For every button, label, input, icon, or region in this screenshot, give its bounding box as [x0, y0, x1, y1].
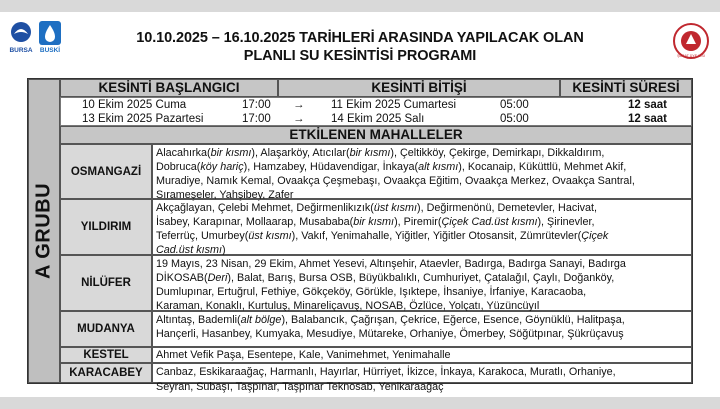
col-header-end: KESİNTİ BİTİŞİ [278, 79, 560, 97]
neighborhood-text: ), Balabancık, Çağrışan, Çekrice, Eğerce, Esence, Göynüklü, Halitpaşa, [281, 314, 625, 326]
neighborhood-text: ), Hamzabey, Hüdavendigar, İnkaya( [243, 161, 419, 173]
emblem-logo [672, 22, 710, 60]
logo-left-text-1: BURSA [9, 47, 33, 54]
row1-duration: 12 saat [628, 99, 668, 111]
row2-end-time: 05:00 [500, 113, 529, 125]
neighborhood-line [156, 257, 688, 271]
note-text: Deri [207, 272, 228, 284]
neighborhood-list [152, 144, 692, 199]
neighborhood-text: ), Değirmenönü, Demetevler, Hacivat, [417, 202, 598, 214]
neighborhood-line [156, 215, 688, 229]
bursa-logo [9, 20, 33, 60]
neighborhood-text: Canbaz, Eskikaraağaç, Harmanlı, Hayırlar, Hürriyet, İkizce, İnkaya, Karakoca, Muratlı, Orhaniye, [156, 366, 616, 378]
neighborhood-list [152, 255, 692, 311]
top-gray-bar [0, 0, 720, 12]
group-label-cell [28, 79, 60, 383]
neighborhood-text: DİKOSAB( [156, 272, 208, 284]
row1-start-date: 10 Ekim 2025 Cuma [82, 99, 187, 111]
neighborhood-text: Altıntaş, Bademli( [156, 314, 241, 326]
neighborhood-text: ), Vakıf, Yenimahalle, Yiğitler, Yiğitler Otosansit, Zümrütevler( [291, 230, 582, 242]
row2-duration: 12 saat [628, 113, 668, 125]
neighborhood-line [156, 271, 688, 285]
note-text: Çiçek [581, 230, 609, 242]
group-label: A GRUBU [32, 182, 55, 280]
district-name: KARACABEY [60, 363, 152, 383]
logo-right-text: ŞUBAT ÜYE SİSİ [677, 54, 705, 58]
schedule-table [27, 78, 693, 393]
row2-end-date: 14 Ekim 2025 Salı [331, 113, 425, 125]
district-name: MUDANYA [60, 311, 152, 347]
neighborhood-text: Ahmet Vefik Paşa, Esentepe, Kale, Vanimehmet, Yenimahalle [156, 349, 451, 361]
district-name: NİLÜFER [60, 255, 152, 311]
buski-logo [38, 20, 62, 60]
neighborhood-text: Seyran, Subaşı, Taşpınar, Taşpınar Teknosab, Yenikaraağaç [156, 380, 444, 393]
note-text: Cad.üst kısmı [156, 244, 222, 256]
note-text: bir kısmı [353, 216, 395, 228]
neighborhood-text: ), Balat, Barış, Bursa OSB, Büyükbalıklı, Cumhuriyet, Çatalağıl, Çaylı, Doğanköy, [227, 272, 615, 284]
note-text: alt kısmı [418, 161, 459, 173]
row2-arrow: → [293, 113, 305, 125]
note-text: bir kısmı [210, 147, 252, 159]
neighborhood-list [152, 363, 692, 393]
neighborhood-list [152, 311, 692, 347]
neighborhood-text: ), Çeltikköy, Çekirge, Demirkapı, Dikkaldırım, [390, 147, 605, 159]
neighborhood-text: Muradiye, Namık Kemal, Ovaakça Çeşmebaşı, Ovaakça Eğitim, Ovaakça Merkez, Ovaakça Santral, [156, 175, 635, 187]
page-title-line1: 10.10.2025 – 16.10.2025 TARİHLERİ ARASINDA YAPILACAK OLAN [136, 30, 584, 46]
row1-end-time: 05:00 [500, 99, 529, 111]
note-text: alt bölge [240, 314, 282, 326]
row2-start-date: 13 Ekim 2025 Pazartesi [82, 113, 204, 125]
neighborhood-line [156, 365, 688, 380]
neighborhood-line [156, 285, 688, 299]
row1-arrow: → [293, 99, 305, 111]
schedule-rows [60, 97, 692, 126]
neighborhood-line [156, 348, 688, 362]
neighborhood-line [156, 146, 688, 160]
neighborhood-text: Teferrüç, Umurbey( [156, 230, 249, 242]
neighborhood-line [156, 229, 688, 243]
note-text: köy hariç [200, 161, 244, 173]
neighborhood-text: İsabey, Karapınar, Mollaarap, Musababa( [156, 216, 354, 228]
district-name: KESTEL [60, 347, 152, 363]
neighborhood-text: Sırameşeler, Yahşibey, Zafer [156, 189, 294, 201]
neighborhood-text: ), Alaşarköy, Atıcılar( [251, 147, 350, 159]
district-name: OSMANGAZİ [60, 144, 152, 199]
bottom-gray-bar [0, 397, 720, 409]
row1-start-time: 17:00 [242, 99, 271, 111]
neighborhood-line [156, 160, 688, 174]
neighborhood-line [156, 327, 688, 341]
neighborhood-line [156, 201, 688, 215]
neighborhood-text: Akçağlayan, Çelebi Mehmet, Değirmenlikızık( [156, 202, 374, 214]
row2-start-time: 17:00 [242, 113, 271, 125]
neighborhood-line [156, 380, 688, 395]
neighborhood-text: Alacahırka( [156, 147, 211, 159]
neighborhood-text: ), Kocanaip, Küküttlü, Mehmet Akif, [458, 161, 627, 173]
logo-left-text-2: BUSKİ [39, 47, 61, 54]
note-text: üst kısmı [248, 230, 292, 242]
affected-header: ETKİLENEN MAHALLELER [60, 126, 692, 144]
neighborhood-text: ), Şirinevler, [537, 216, 595, 228]
row1-end-date: 11 Ekim 2025 Cumartesi [331, 99, 457, 111]
neighborhood-text: ) [222, 244, 226, 256]
note-text: Çiçek Cad.üst kısmı [441, 216, 538, 228]
neighborhood-text: Hançerli, Hasanbey, Kumyaka, Mesudiye, Mütareke, Orhaniye, Ömerbey, Söğütpınar, Şükrüçavuş [156, 328, 624, 340]
neighborhood-text: 19 Mayıs, 23 Nisan, 29 Ekim, Ahmet Yesevi, Altınşehir, Ataevler, Badırga, Badırga Sanayi, Badırga [156, 258, 626, 270]
col-header-start: KESİNTİ BAŞLANGICI [60, 79, 278, 97]
neighborhood-line [156, 174, 688, 188]
district-name: YILDIRIM [60, 199, 152, 255]
neighborhood-line [156, 313, 688, 327]
neighborhood-text: Dobruca( [156, 161, 201, 173]
neighborhood-text: ), Piremir( [394, 216, 442, 228]
neighborhood-text: Karaman, Konaklı, Kurtuluş, Minareliçavuş, NOSAB, Özlüce, Yolçatı, Yüzüncüyıl [156, 300, 540, 312]
neighborhood-text: Dumlupınar, Ertuğrul, Fethiye, Gökçeköy, Görükle, Işıktepe, İhsaniye, İrfaniye, Karacaoba, [156, 286, 587, 298]
note-text: üst kısmı [373, 202, 418, 214]
page-title-line2: PLANLI SU KESİNTİSİ PROGRAMI [243, 48, 477, 64]
note-text: bir kısmı [349, 147, 391, 159]
neighborhood-list [152, 199, 692, 255]
neighborhood-list [152, 347, 692, 363]
col-header-duration: KESİNTİ SÜRESİ [560, 79, 692, 97]
